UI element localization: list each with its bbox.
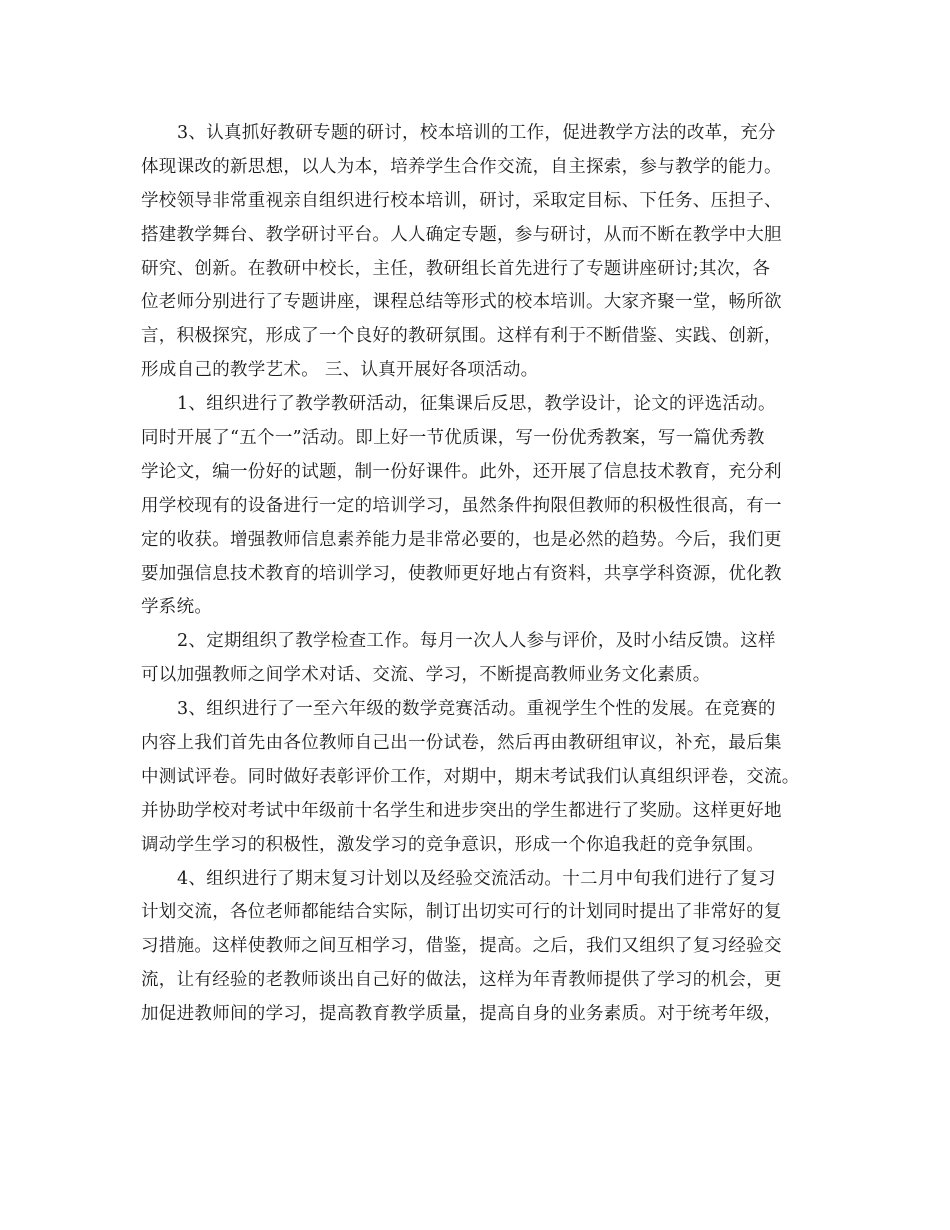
text-line: 可以加强教师之间学术对话、交流、学习，不断提高教师业务文化素质。: [141, 665, 711, 686]
text-line: 习措施。这样使教师之间互相学习，借鉴，提高。之后，我们又组织了复习经验交: [141, 936, 782, 957]
text-line: 计划交流，各位老师都能结合实际，制订出切实可行的计划同时提出了非常好的复: [141, 902, 782, 923]
text-line: 位老师分别进行了专题讲座，课程总结等形式的校本培训。大家齐聚一堂，畅所欲: [141, 292, 782, 313]
document-body: [141, 117, 821, 1032]
text-line: 并协助学校对考试中年级前十名学生和进步突出的学生都进行了奖励。这样更好地: [141, 800, 782, 821]
text-line: 定的收获。增强教师信息素养能力是非常必要的，也是必然的趋势。今后，我们更: [141, 529, 782, 550]
text-line: 学论文，编一份好的试题，制一份好课件。此外，还开展了信息技术教育，充分利: [141, 461, 782, 482]
text-line: 言，积极探究，形成了一个良好的教研氛围。这样有利于不断借鉴、实践、创新，: [141, 326, 782, 347]
text-line: 研究、创新。在教研中校长，主任，教研组长首先进行了专题讲座研讨;其次，各: [141, 258, 771, 279]
text-line: 调动学生学习的积极性，激发学习的竞争意识，形成一个你追我赶的竞争氛围。: [141, 834, 764, 855]
text-line: 加促进教师间的学习，提高教育教学质量，提高自身的业务素质。对于统考年级，: [141, 1004, 782, 1025]
text-line: 中测试评卷。同时做好表彰评价工作，对期中，期末考试我们认真组织评卷，交流。: [141, 766, 800, 787]
text-line: 要加强信息技术教育的培训学习，使教师更好地占有资料，共享学科资源，优化教: [141, 563, 782, 584]
text-line: 3、认真抓好教研专题的研讨，校本培训的工作，促进教学方法的改革，充分: [177, 123, 776, 143]
text-line: 形成自己的教学艺术。 三、认真开展好各项活动。: [141, 360, 539, 381]
text-line: 4、组织进行了期末复习计划以及经验交流活动。十二月中旬我们进行了复习: [177, 868, 776, 889]
text-line: 1、组织进行了教学教研活动，征集课后反思，教学设计，论文的评选活动。: [177, 394, 776, 415]
text-line: 2、定期组织了教学检查工作。每月一次人人参与评价，及时小结反馈。这样: [177, 631, 776, 652]
text-line: 同时开展了“五个一”活动。即上好一节优质课，写一份优秀教案，写一篇优秀教: [141, 428, 765, 449]
text-line: 体现课改的新思想，以人为本，培养学生合作交流，自主探索，参与教学的能力。: [141, 156, 782, 177]
text-line: 学校领导非常重视亲自组织进行校本培训，研讨，采取定目标、下任务、压担子、: [141, 190, 782, 211]
text-line: 流，让有经验的老教师谈出自己好的做法，这样为年青教师提供了学习的机会，更: [141, 970, 782, 991]
text-line: 用学校现有的设备进行一定的培训学习，虽然条件拘限但教师的积极性很高，有一: [141, 495, 782, 516]
text-line: 搭建教学舞台、教学研讨平台。人人确定专题，参与研讨，从而不断在教学中大胆: [141, 224, 782, 245]
text-line: 3、组织进行了一至六年级的数学竞赛活动。重视学生个性的发展。在竞赛的: [177, 699, 776, 720]
text-line: 学系统。: [141, 597, 213, 618]
text-line: 内容上我们首先由各位教师自己出一份试卷，然后再由教研组审议，补充，最后集: [141, 733, 782, 754]
